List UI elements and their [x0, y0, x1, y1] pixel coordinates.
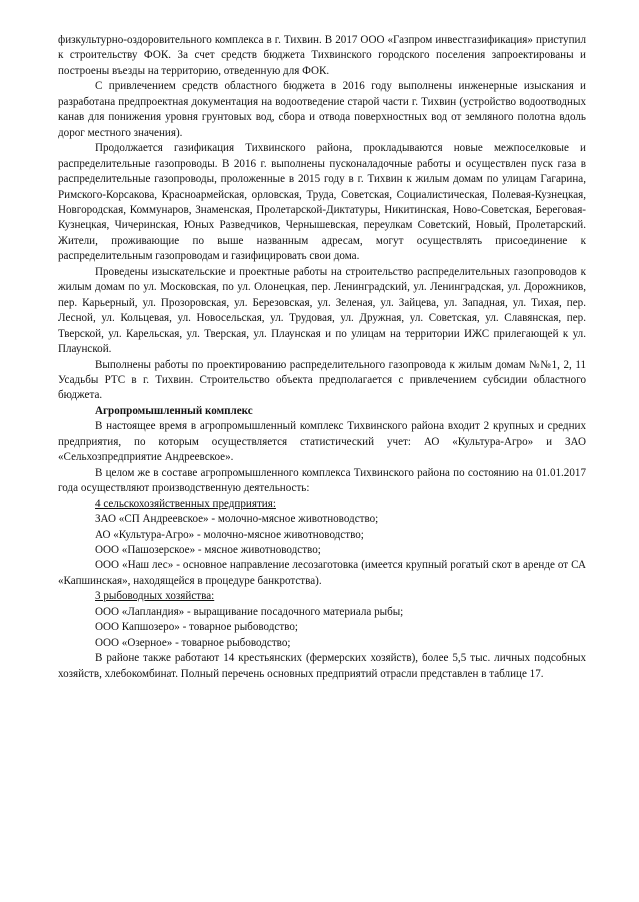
paragraph-agro-composition: В целом же в составе агропромышленного комплекса Тихвинского района по состоянию на 01.01.2017 года осуществляют производственную деятельность: — [58, 466, 586, 495]
document-page — [58, 33, 586, 682]
list-item: ООО «Наш лес» - основное направление лесозаготовка (имеется крупный рогатый скот в аренде от СА «Капшинская», находящейся в процедуре банкротства). — [58, 559, 586, 587]
list-item: ООО «Лапландия» - выращивание посадочного материала рыбы; — [95, 605, 404, 618]
fish-list-title: 3 рыбоводных хозяйства: — [95, 590, 215, 603]
list-item: ООО «Озерное» - товарное рыбоводство; — [95, 636, 291, 649]
paragraph-gas-design: Проведены изыскательские и проектные работы на строительство распределительных газопроводов к жилым домам по ул. Московская, по ул. Олонецкая, пер. Ленинградский, ул. Ленинградская, ул. Дорожников, пер. Карьерный, ул. Прозоровская, ул. Березовская, ул. Зеленая, ул. Зайцева, ул. Западная, ул. Тихая, пер. Лесной, ул. Кольцевая, ул. Новосельская, ул. Трудовая, ул. Дружная, ул. Советская, ул. Славянская, пер. Тверской, ул. Карельская, ул. Тверская, ул. Плаунская и по улицам на территории ИЖС прилегающей к ул. Плаунской. — [58, 265, 586, 356]
paragraph-farms: В районе также работают 14 крестьянских (фермерских хозяйств), более 5,5 тыс. личных подсобных хозяйств, хлебокомбинат. Полный перечень основных предприятий отрасли представлен в таблице 17. — [58, 652, 586, 680]
paragraph-agro-intro: В настоящее время в агропромышленный комплекс Тихвинского района входит 2 крупных и средних предприятия, по которым осуществляется статистический учет: АО «Культура-Агро» и ЗАО «Сельхозпредприятие Андреевское». — [58, 420, 586, 464]
list-item: ЗАО «СП Андреевское» - молочно-мясное животноводство; — [95, 513, 379, 526]
list-item: ООО Капшозеро» - товарное рыбоводство; — [95, 621, 298, 634]
paragraph-gasification: Продолжается газификация Тихвинского района, прокладываются новые межпоселковые и распределительные газопроводы. В 2016 г. выполнены пусконаладочные работы и осуществлен пуск газа в распределительные газопроводы, проложенные в 2015 году в г. Тихвин к жилым домам по улицам Гагарина, Римского-Корсакова, Красноармейская, орловская, Труда, Советская, Социалистическая, Полевая-Кузнецкая, Новгородская, Коммунаров, Знаменская, Пролетарской-Диктатуры, Никитинская, Ново-Советская, Береговая-Кузнецкая, Чичеринская, Юных Разведчиков, Чернышевская, переулкам Советский, Новый, Пролетарский. Жители, проживающие по выше названным адресам, могут осуществлять присоединение к распределительным газопроводам и газифицировать свои дома. — [58, 142, 586, 263]
list-item: АО «Культура-Агро» - молочно-мясное животноводство; — [95, 528, 364, 541]
agri-list-title: 4 сельскохозяйственных предприятия: — [95, 497, 276, 510]
section-heading-agro: Агропромышленный комплекс — [95, 404, 253, 417]
paragraph-fok: физкультурно-оздоровительного комплекса в г. Тихвин. В 2017 ООО «Газпром инвестгазификация» приступил к строительству ФОК. За счет средств бюджета Тихвинского городского поселения запроектированы и построены въезды на территорию, отведенную для ФОК. — [58, 34, 586, 77]
paragraph-drainage: С привлечением средств областного бюджета в 2016 году выполнены инженерные изыскания и разработана предпроектная документация на водоотведение старой части г. Тихвин (устройство водоотводных канав для понижения уровня грунтовых вод, сбора и отвода поверхностных вод от земляного полотна вдоль дорог местного значения). — [58, 80, 586, 139]
paragraph-rts-gas: Выполнены работы по проектированию распределительного газопровода к жилым домам №№1, 2, 11 Усадьбы РТС в г. Тихвин. Строительство объекта предполагается с привлечением субсидии областного бюджета. — [58, 358, 586, 402]
list-item: ООО «Пашозерское» - мясное животноводство; — [95, 543, 321, 556]
